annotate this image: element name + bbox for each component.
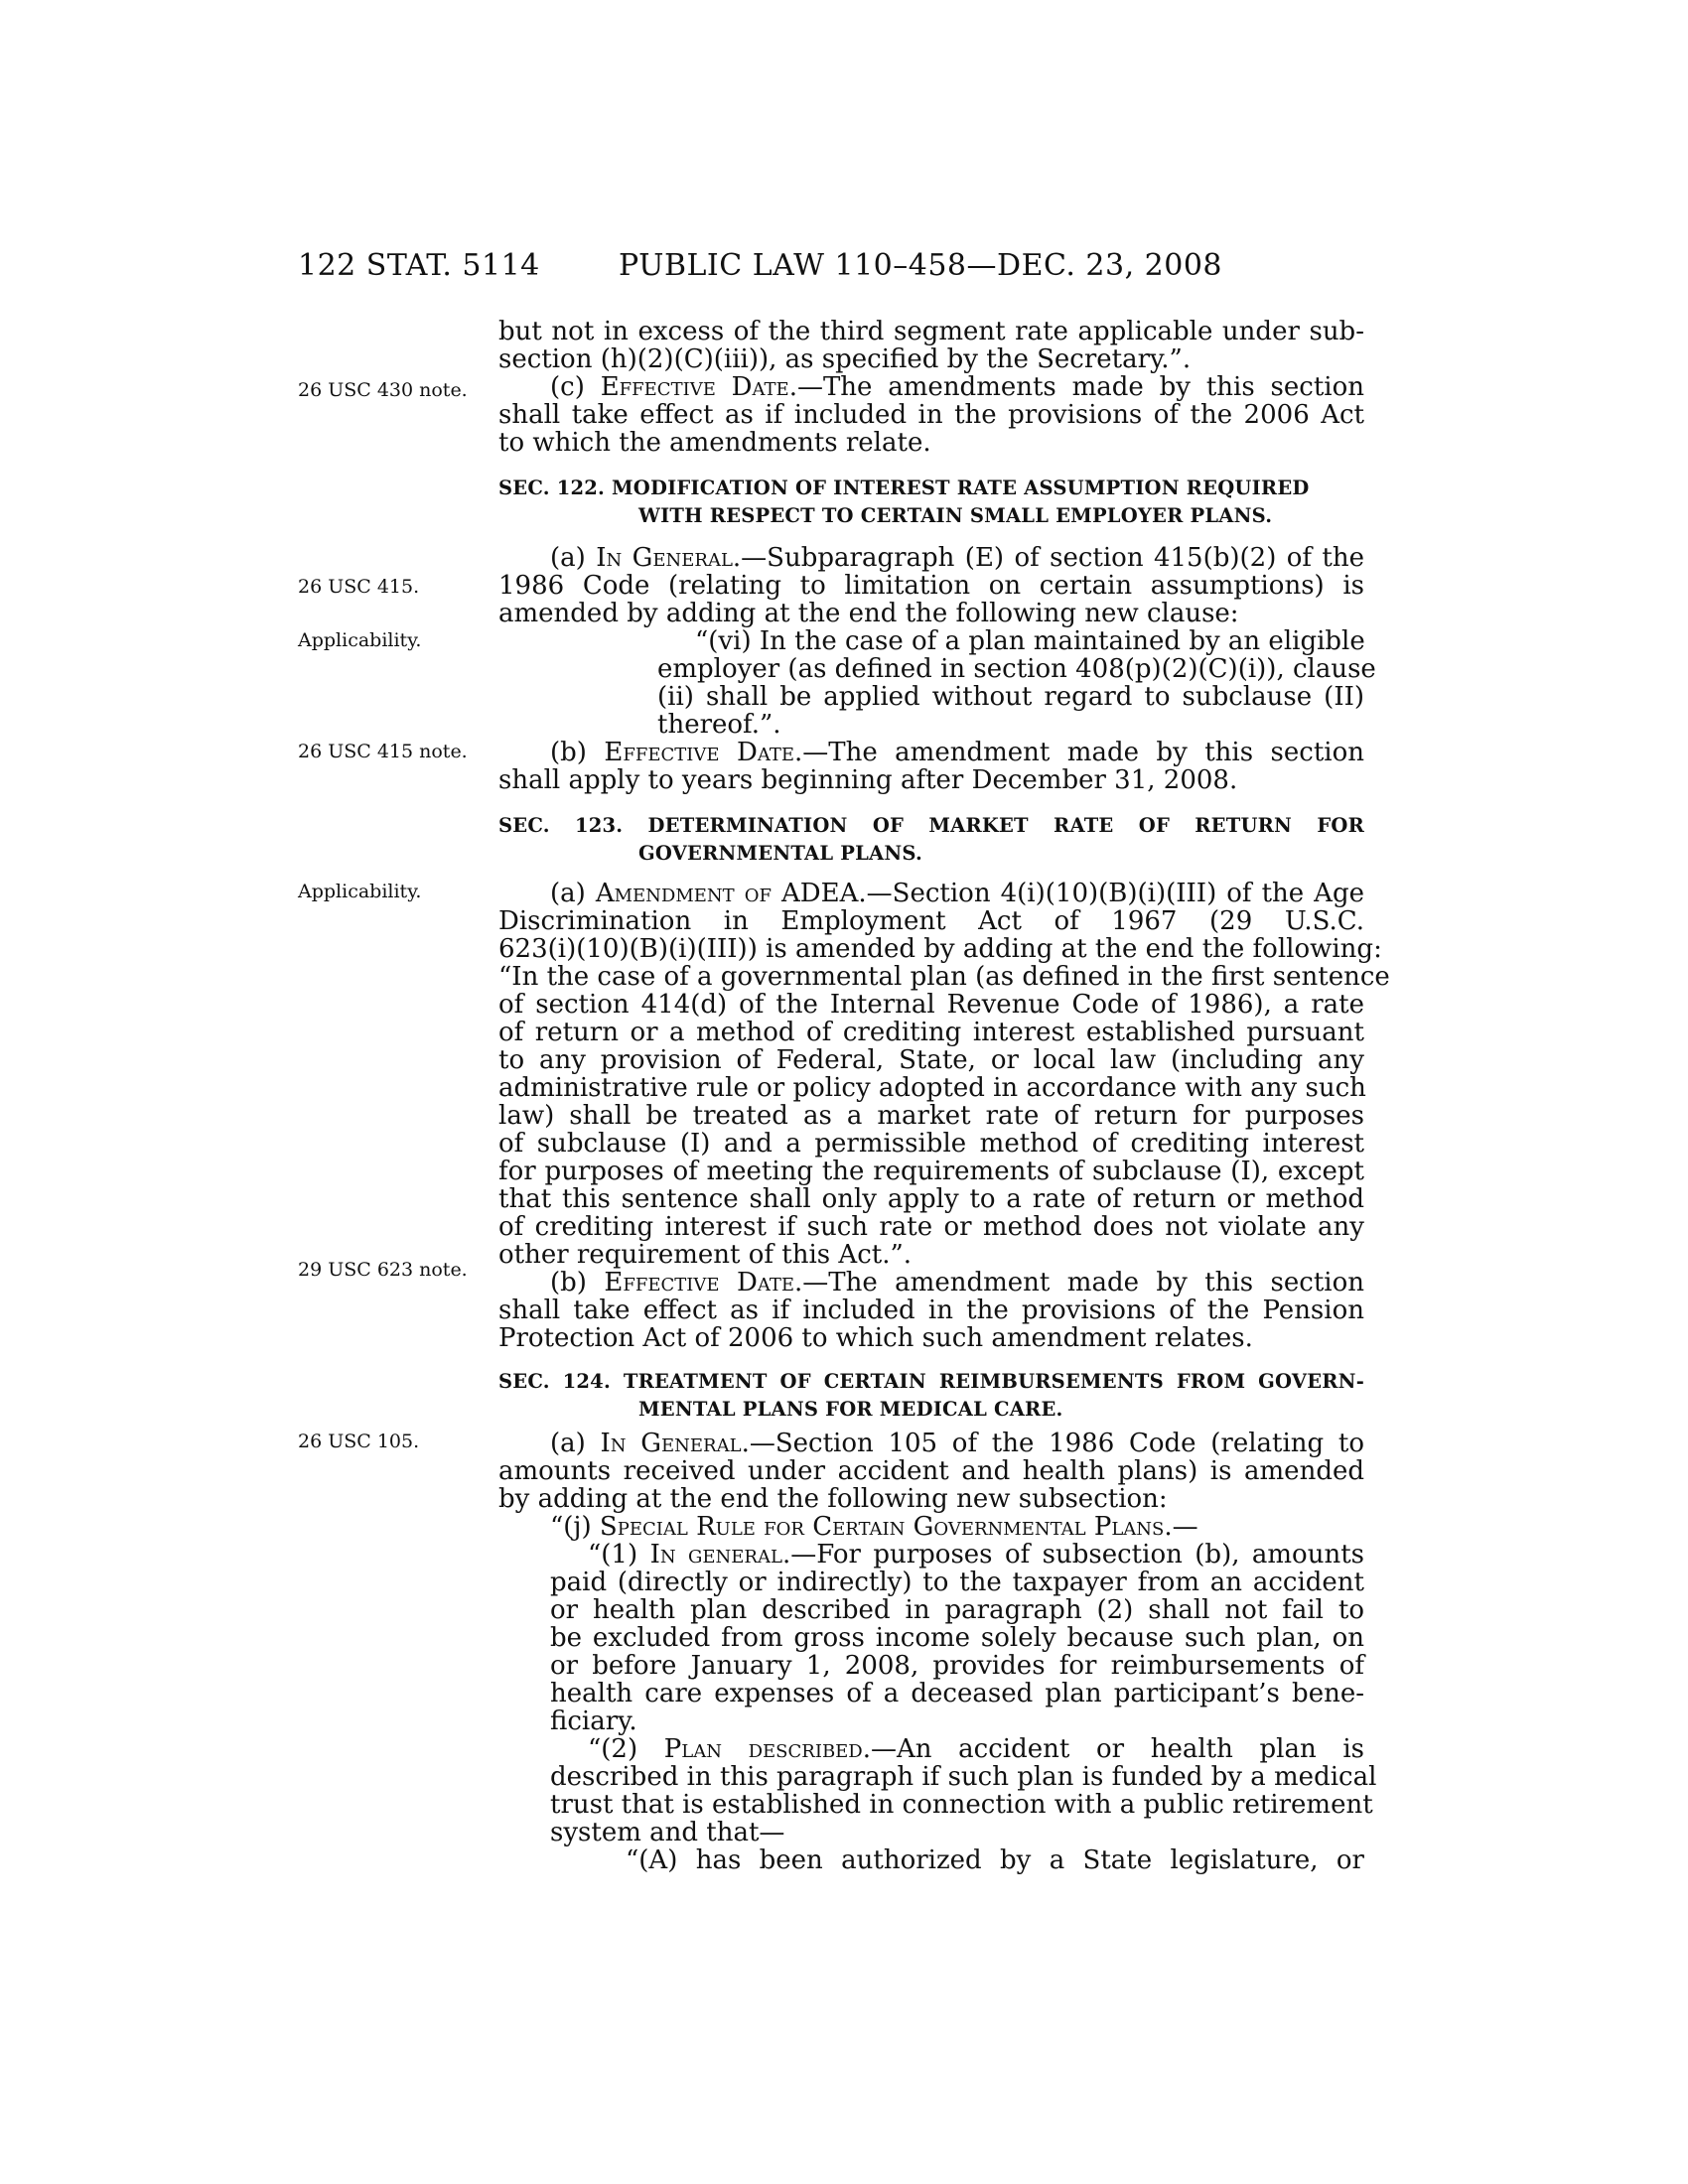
page-header-title: PUBLIC LAW 110–458—DEC. 23, 2008 (619, 248, 1223, 283)
text-line: shall apply to years beginning after December 31, 2008. (498, 765, 1238, 795)
text-line: “In the case of a governmental plan (as defined in the first sentence (498, 962, 1390, 992)
text-line: trust that is established in connection with a public retirement (550, 1790, 1373, 1820)
text-line: employer (as defined in section 408(p)(2)(C)(i)), clause (657, 654, 1376, 684)
text-line: described in this paragraph if such plan is funded by a medical (550, 1762, 1377, 1792)
margin-note: 26 USC 430 note. (298, 379, 468, 401)
text-line: other requirement of this Act.”. (498, 1240, 913, 1270)
text-line: “(vi) In the case of a plan maintained by an eligible (695, 626, 1365, 656)
text-line: shall take effect as if included in the provisions of the 2006 Act (498, 400, 1364, 430)
text-line: be excluded from gross income solely because such plan, on (550, 1623, 1364, 1653)
paragraph-1-in-general: “(1) In general.—For purposes of subsection (b), amounts (588, 1540, 1364, 1570)
text-line: of return or a method of crediting interest established pursuant (498, 1018, 1364, 1047)
section-123-heading-cont: GOVERNMENTAL PLANS. (638, 842, 922, 865)
text-line: 623(i)(10)(B)(i)(III)) is amended by adding at the end the following: (498, 934, 1382, 964)
paragraph-a-in-general: (a) In General.—Subparagraph (E) of section 415(b)(2) of the (550, 543, 1364, 573)
text-line: thereof.”. (657, 710, 781, 740)
margin-note: Applicability. (298, 881, 422, 902)
text-line: amended by adding at the end the following new clause: (498, 599, 1239, 628)
paragraph-b-effective-date: (b) Effective Date.—The amendment made by this section (550, 738, 1364, 767)
paragraph-a-amendment-of-adea: (a) Amendment of ADEA.—Section 4(i)(10)(B)(i)(III) of the Age (550, 879, 1364, 908)
text-line: by adding at the end the following new subsection: (498, 1484, 1168, 1514)
text-line: health care expenses of a deceased plan participant’s bene- (550, 1679, 1364, 1708)
text-line: section (h)(2)(C)(iii)), as specified by the Secretary.”. (498, 344, 1192, 374)
text-line: administrative rule or policy adopted in accordance with any such (498, 1073, 1366, 1103)
paragraph-b-effective-date: (b) Effective Date.—The amendment made by this section (550, 1268, 1364, 1297)
page-stat-citation: 122 STAT. 5114 (298, 248, 540, 283)
subsection-j-heading: “(j) Special Rule for Certain Governmental Plans.— (550, 1512, 1198, 1542)
text-line: but not in excess of the third segment rate applicable under sub- (498, 317, 1364, 346)
paragraph-2-plan-described: “(2) Plan described.—An accident or health plan is (588, 1734, 1364, 1764)
text-line: of subclause (I) and a permissible method of crediting interest (498, 1129, 1364, 1159)
margin-note: 26 USC 415. (298, 576, 420, 598)
section-122-heading-cont: WITH RESPECT TO CERTAIN SMALL EMPLOYER PLANS. (638, 504, 1273, 527)
paragraph-c-effective-date: (c) Effective Date.—The amendments made by this section (550, 372, 1364, 402)
text-line: system and that— (550, 1818, 785, 1847)
text-line: to any provision of Federal, State, or local law (including any (498, 1045, 1364, 1075)
section-123-heading: SEC. 123. DETERMINATION OF MARKET RATE OF RETURN FOR (498, 814, 1364, 837)
section-124-heading: SEC. 124. TREATMENT OF CERTAIN REIMBURSEMENTS FROM GOVERN- (498, 1370, 1364, 1393)
text-line: amounts received under accident and health plans) is amended (498, 1456, 1364, 1486)
margin-note: 26 USC 415 note. (298, 741, 468, 762)
paragraph-a-in-general: (a) In General.—Section 105 of the 1986 Code (relating to (550, 1429, 1365, 1458)
section-124-heading-cont: MENTAL PLANS FOR MEDICAL CARE. (638, 1398, 1063, 1421)
margin-note: Applicability. (298, 629, 422, 651)
text-line: shall take effect as if included in the provisions of the Pension (498, 1296, 1364, 1325)
text-line: 1986 Code (relating to limitation on certain assumptions) is (498, 571, 1364, 601)
text-line: of crediting interest if such rate or method does not violate any (498, 1212, 1364, 1242)
text-line: to which the amendments relate. (498, 428, 931, 458)
text-line: paid (directly or indirectly) to the taxpayer from an accident (550, 1568, 1364, 1597)
text-line: ficiary. (550, 1706, 637, 1736)
section-122-heading: SEC. 122. MODIFICATION OF INTEREST RATE ASSUMPTION REQUIRED (498, 477, 1310, 499)
text-line: (ii) shall be applied without regard to subclause (II) (657, 682, 1364, 712)
text-line: Protection Act of 2006 to which such amendment relates. (498, 1323, 1253, 1353)
text-line: “(A) has been authorized by a State legislature, or (626, 1845, 1364, 1875)
text-line: Discrimination in Employment Act of 1967 (29 U.S.C. (498, 906, 1364, 936)
text-line: or before January 1, 2008, provides for reimbursements of (550, 1651, 1364, 1681)
margin-note: 29 USC 623 note. (298, 1259, 468, 1281)
text-line: that this sentence shall only apply to a rate of return or method (498, 1184, 1364, 1214)
margin-note: 26 USC 105. (298, 1431, 420, 1452)
text-line: law) shall be treated as a market rate of return for purposes (498, 1101, 1364, 1131)
text-line: of section 414(d) of the Internal Revenue Code of 1986), a rate (498, 990, 1364, 1020)
text-line: for purposes of meeting the requirements of subclause (I), except (498, 1157, 1364, 1186)
text-line: or health plan described in paragraph (2) shall not fail to (550, 1595, 1364, 1625)
